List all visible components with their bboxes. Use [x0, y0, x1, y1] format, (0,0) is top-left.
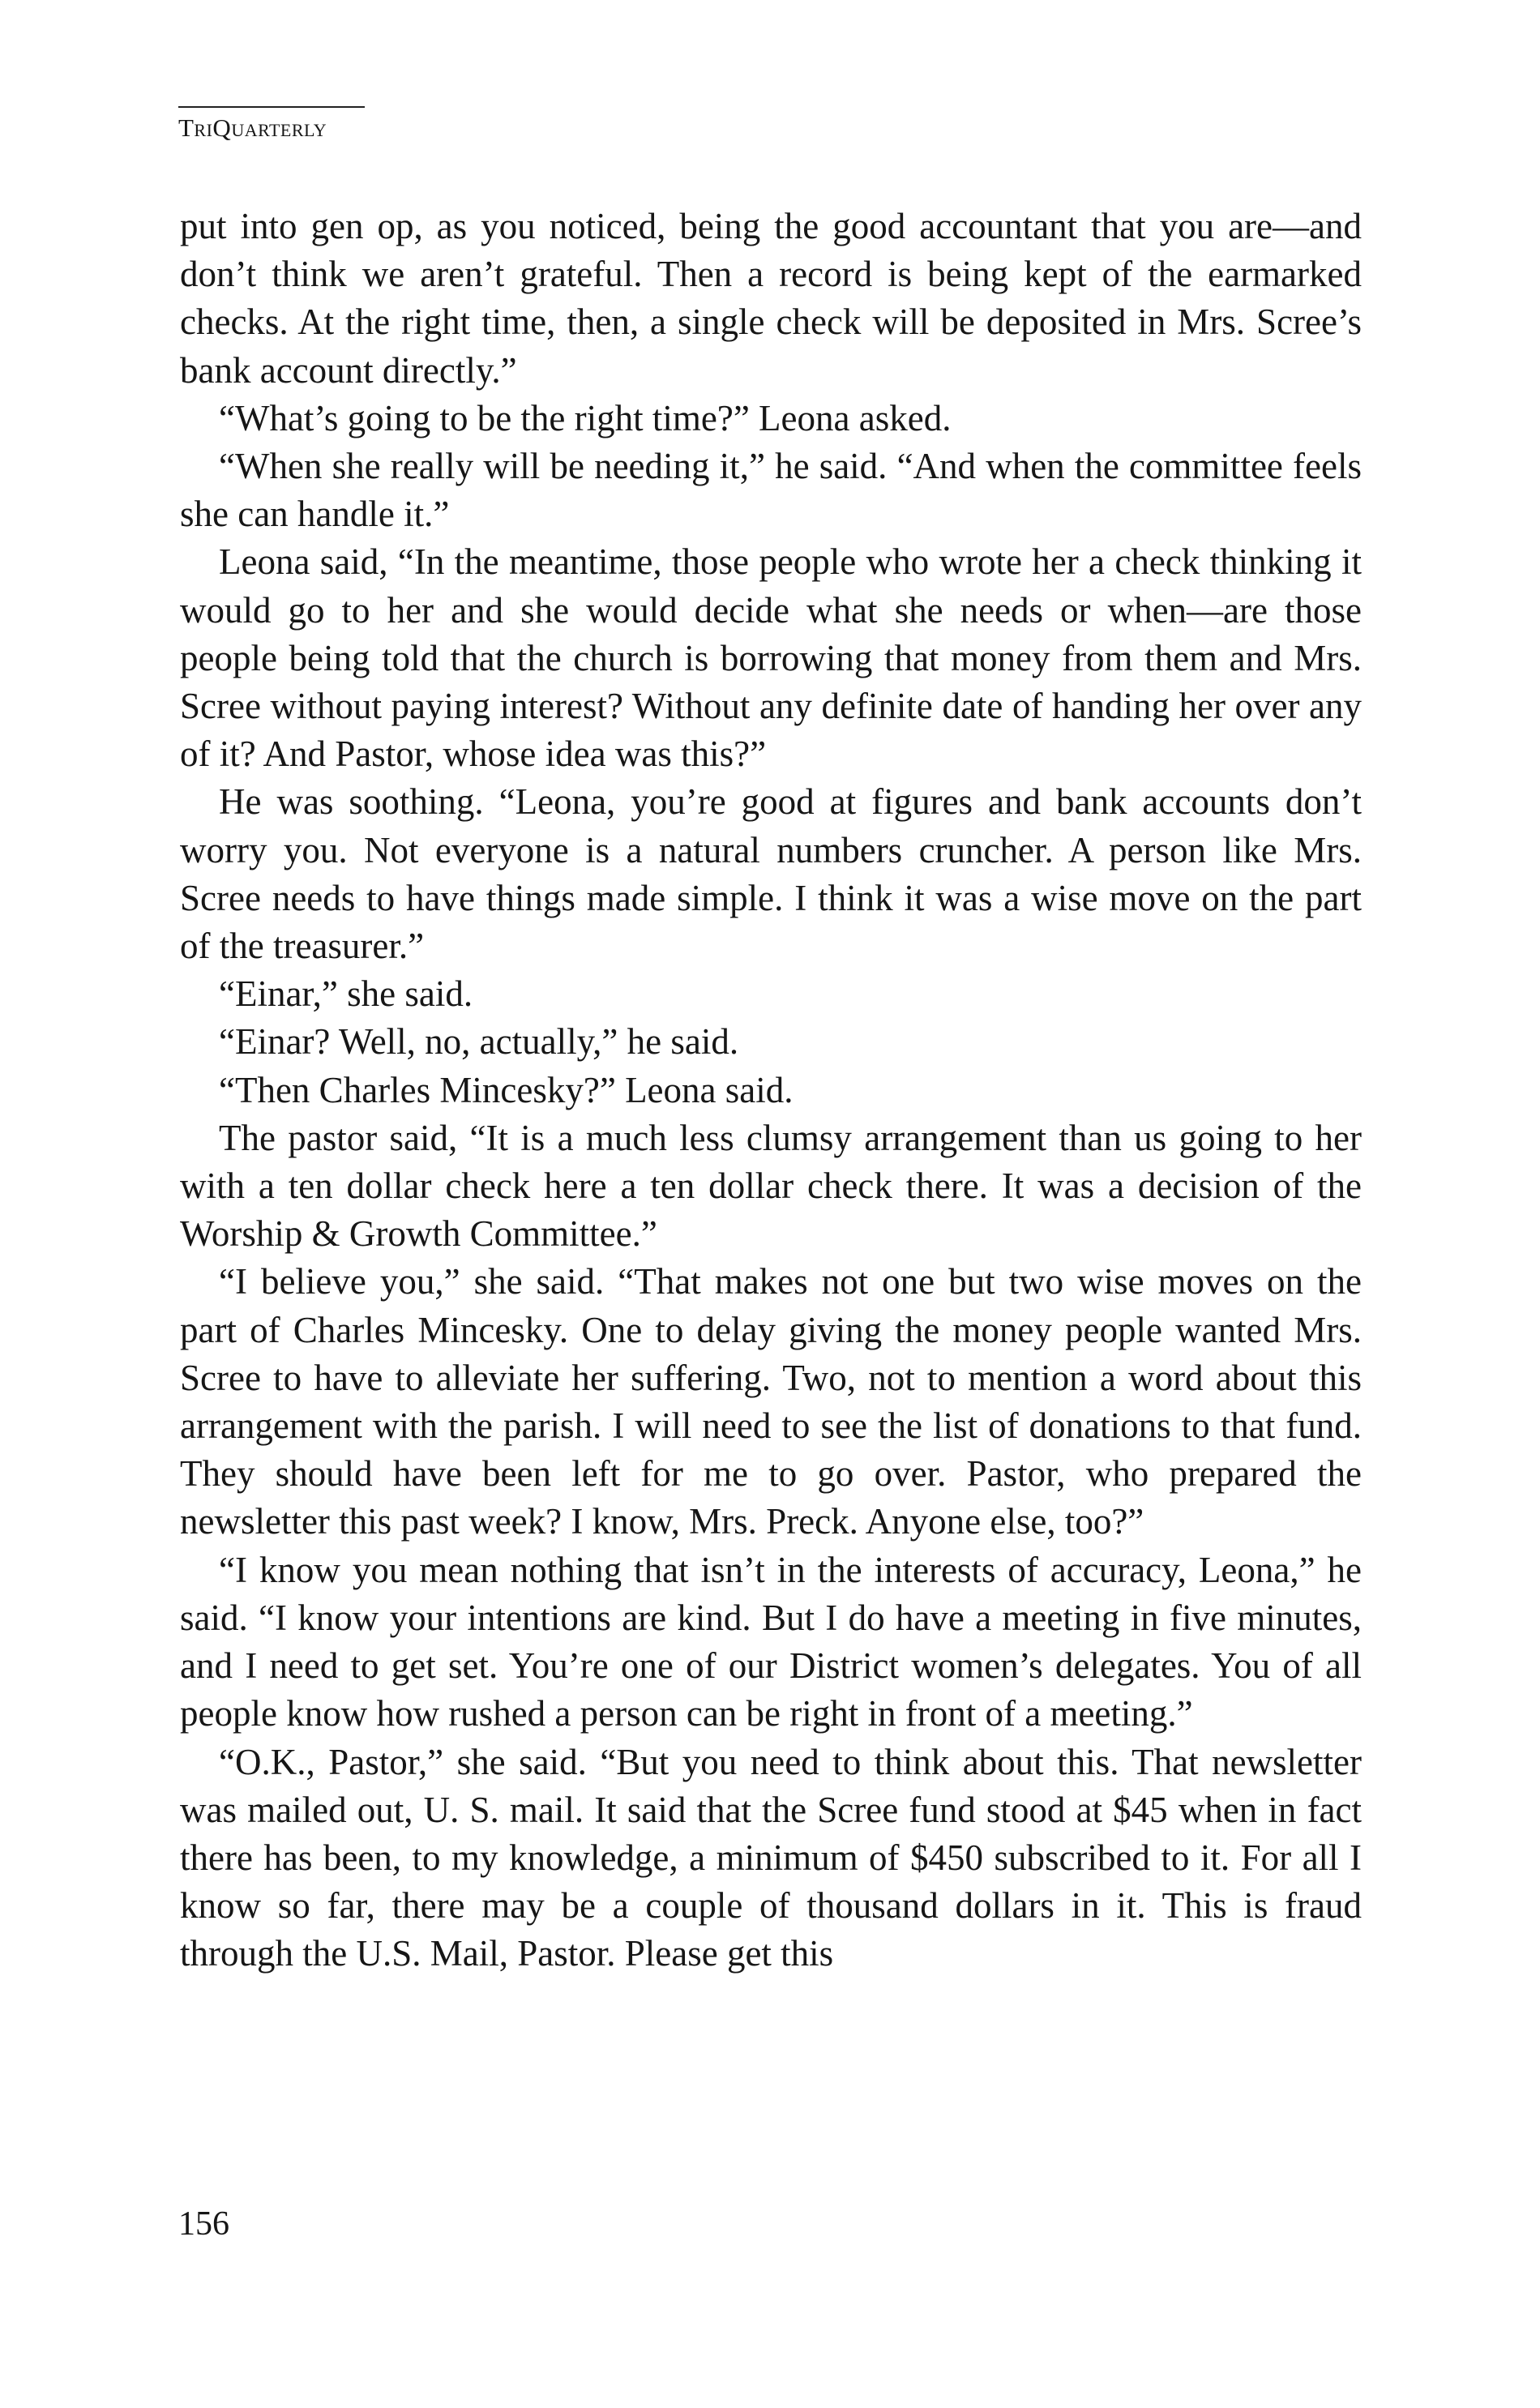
paragraph: “What’s going to be the right time?” Leona asked. [219, 397, 952, 438]
paragraph: He was soothing. “Leona, you’re good at figures and bank accounts don’t worry you. Not everyone is a natural numbers cruncher. A person like Mrs. Scree needs to have things made simple. I think it was a wise move on the part of the treasurer.” [180, 781, 1362, 967]
paragraph: The pastor said, “It is a much less clumsy arrangement than us going to her with a ten dollar check here a ten dollar check there. It was a decision of the Worship & Growth Committee.” [180, 1117, 1362, 1255]
paragraph: “Then Charles Mincesky?” Leona said. [219, 1069, 794, 1110]
paragraph: Leona said, “In the meantime, those people who wrote her a check thinking it would go to her and she would decide what she needs or when—are those people being told that the church is borrowing that money from them and Mrs. Scree without paying interest? Without any definite date of handing her over any of it? And Pastor, whose idea was this?” [180, 541, 1362, 775]
paragraph: put into gen op, as you noticed, being the good accountant that you are—and don’t think we aren’t grateful. Then a record is being kept of the earmarked checks. At the right time, then, a single check will be deposited in Mrs. Scree’s bank account directly.” [180, 206, 1362, 391]
running-head-rule [178, 106, 365, 108]
paragraph: “When she really will be needing it,” he said. “And when the committee feels she can handle it.” [180, 446, 1362, 535]
paragraph: “Einar,” she said. [219, 973, 473, 1015]
running-head: TriQuarterly [178, 113, 327, 142]
paragraph: “O.K., Pastor,” she said. “But you need to think about this. That newsletter was mailed out, U. S. mail. It said that the Scree fund stood at $45 when in fact there has been, to my knowledge, a minimum of $450 subscribed to it. For all I know so far, there may be a couple of thousand dollars in it. This is fraud through the U.S. Mail, Pastor. Please get this [180, 1741, 1362, 1974]
paragraph: “I believe you,” she said. “That makes not one but two wise moves on the part of Charles Mincesky. One to delay giving the money people wanted Mrs. Scree to have to alleviate her suffering. Two, not to mention a word about this arrangement with the parish. I will need to see the list of donations to that fund. They should have been left for me to go over. Pastor, who prepared the newsletter this past week? I know, Mrs. Preck. Anyone else, too?” [180, 1261, 1362, 1542]
body-text [180, 203, 1362, 1978]
paragraph: “Einar? Well, no, actually,” he said. [219, 1021, 739, 1063]
paragraph: “I know you mean nothing that isn’t in the interests of accuracy, Leona,” he said. “I know your intentions are kind. But I do have a meeting in five minutes, and I need to get set. You’re one of our District women’s delegates. You of all people know how rushed a person can be right in front of a meeting.” [180, 1549, 1362, 1734]
page-number: 156 [178, 2205, 229, 2243]
